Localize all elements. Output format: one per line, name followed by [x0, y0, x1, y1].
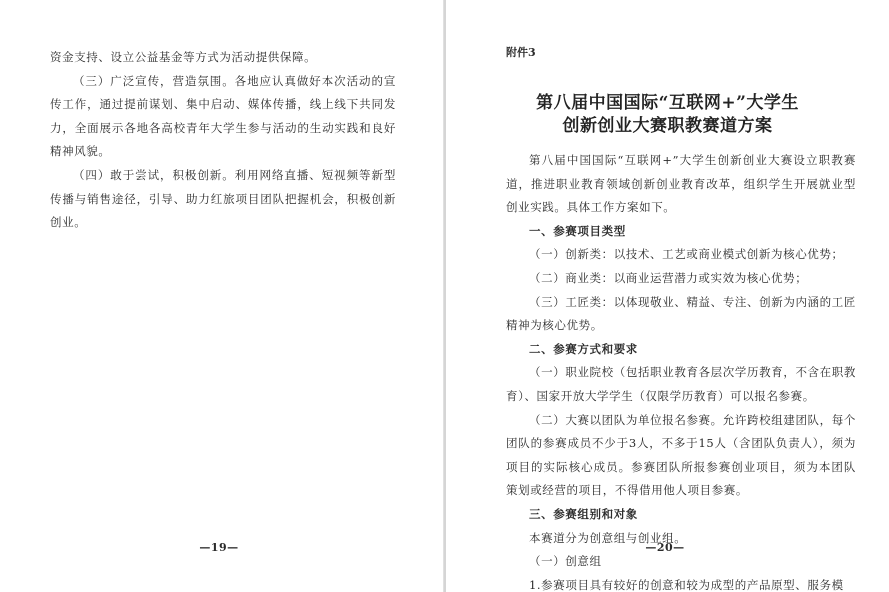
- subheading-idea-group: （一）创意组: [529, 554, 602, 569]
- section-heading-2: 二、参赛方式和要求: [529, 341, 638, 356]
- groups-paragraph: 本赛道分为创意组与创业组。: [529, 530, 687, 545]
- right-page-body: [506, 149, 856, 592]
- list-item-innovation: （一）创新类：以技术、工艺或商业模式创新为核心优势；: [529, 247, 844, 262]
- left-paragraph-1: 资金支持、设立公益基金等方式为活动提供保障。: [50, 50, 317, 64]
- left-page-body: [50, 46, 396, 235]
- left-paragraph-3: （四）敢于尝试，积极创新。利用网络直播、短视频等新型传播与销售途径，引导、助力红旅项目团队把握机会，积极创新创业。: [50, 167, 396, 230]
- left-page: [0, 0, 444, 592]
- idea-group-item-1: 1.参赛项目具有较好的创意和较为成型的产品原型、服务模: [529, 577, 844, 592]
- left-paragraph-2: （三）广泛宣传，营造氛围。各地应认真做好本次活动的宣传工作，通过提前谋划、集中启动、媒体传播，线上线下共同发力，全面展示各地各高校青年大学生参与活动的生动实践和良好精神风貌。: [50, 73, 396, 159]
- document-title-line-2: 创新创业大赛职教赛道方案: [562, 116, 773, 136]
- section-heading-1: 一、参赛项目类型: [529, 223, 626, 238]
- left-page-number: —19—: [199, 541, 239, 554]
- right-page-number: —20—: [645, 541, 685, 554]
- right-page: [446, 0, 889, 592]
- intro-paragraph: 第八届中国国际“互联网+”大学生创新创业大赛设立职教赛道，推进职业教育领域创新创业教育改革，组织学生开展就业型创业实践。具体工作方案如下。: [506, 153, 856, 215]
- requirement-paragraph-1: （一）职业院校（包括职业教育各层次学历教育，不含在职教育）、国家开放大学学生（仅限学历教育）可以报名参赛。: [506, 365, 856, 403]
- requirement-paragraph-2: （二）大赛以团队为单位报名参赛。允许跨校组建团队，每个团队的参赛成员不少于3人，不多于15人（含团队负责人），须为项目的实际核心成员。参赛团队所报参赛创业项目，须为本团队策划或经营的项目，不得借用他人项目参赛。: [506, 412, 856, 498]
- list-item-commercial: （二）商业类：以商业运营潜力或实效为核心优势；: [529, 270, 808, 285]
- list-item-craftsman: （三）工匠类：以体现敬业、精益、专注、创新为内涵的工匠精神为核心优势。: [506, 294, 856, 333]
- attachment-label: 附件3: [506, 46, 536, 59]
- section-heading-3: 三、参赛组别和对象: [529, 506, 638, 521]
- document-title-line-1: 第八届中国国际“互联网+”大学生: [536, 93, 799, 113]
